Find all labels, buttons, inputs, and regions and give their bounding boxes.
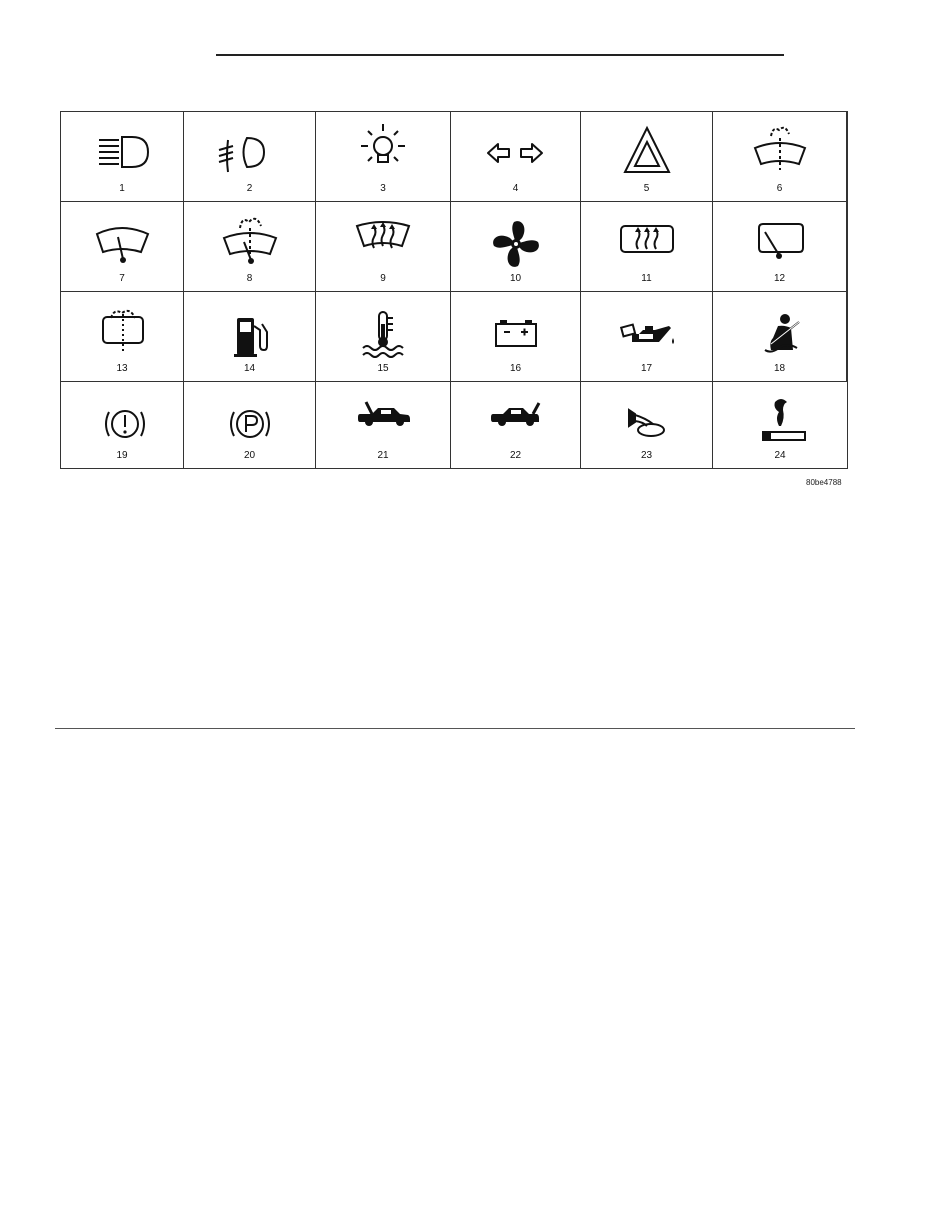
symbol-number: 5 [643,183,650,194]
symbol-grid [60,111,848,469]
bottom-rule [55,728,855,729]
symbol-number: 24 [774,450,786,461]
symbol-cell [451,202,581,292]
symbol-number: 22 [509,450,522,461]
symbol-number: 19 [116,450,128,461]
figure-id: 80be4788 [806,478,842,487]
symbol-number: 3 [380,183,386,194]
symbol-number: 2 [246,183,253,194]
symbol-cell [61,202,184,292]
symbol-number: 8 [246,273,253,284]
symbol-number: 4 [512,183,519,194]
symbol-cell [581,382,713,469]
symbol-number: 10 [509,273,522,284]
symbol-cell [581,202,713,292]
symbol-number: 23 [640,450,653,461]
symbol-cell [316,292,451,382]
symbol-cell [184,382,316,469]
symbol-cell [713,292,847,382]
symbol-cell [451,292,581,382]
symbol-number: 17 [640,363,653,374]
symbol-cell [713,382,847,469]
symbol-cell [451,382,581,469]
symbol-number: 12 [773,273,786,284]
symbol-number: 21 [377,450,389,461]
symbol-number: 1 [119,183,125,194]
symbol-number: 16 [509,363,522,374]
symbol-number: 20 [243,450,256,461]
symbol-number: 6 [776,183,783,194]
symbol-cell [61,112,184,202]
symbol-cell [61,292,184,382]
symbol-cell [316,112,451,202]
top-rule [216,54,784,56]
symbol-cell [184,112,316,202]
symbol-number: 14 [243,363,256,374]
symbol-cell [184,292,316,382]
symbol-number: 11 [641,273,652,284]
symbol-number: 13 [116,363,128,374]
symbol-cell [184,202,316,292]
symbol-cell [316,382,451,469]
symbol-number: 9 [380,273,386,284]
symbol-number: 18 [773,363,786,374]
symbol-number: 15 [377,363,389,374]
symbol-number: 7 [119,273,125,284]
symbol-cell [581,292,713,382]
symbol-cell [451,112,581,202]
symbol-cell [316,202,451,292]
symbol-cell [713,202,847,292]
symbol-cell [713,112,847,202]
symbol-cell [581,112,713,202]
symbol-cell [61,382,184,469]
